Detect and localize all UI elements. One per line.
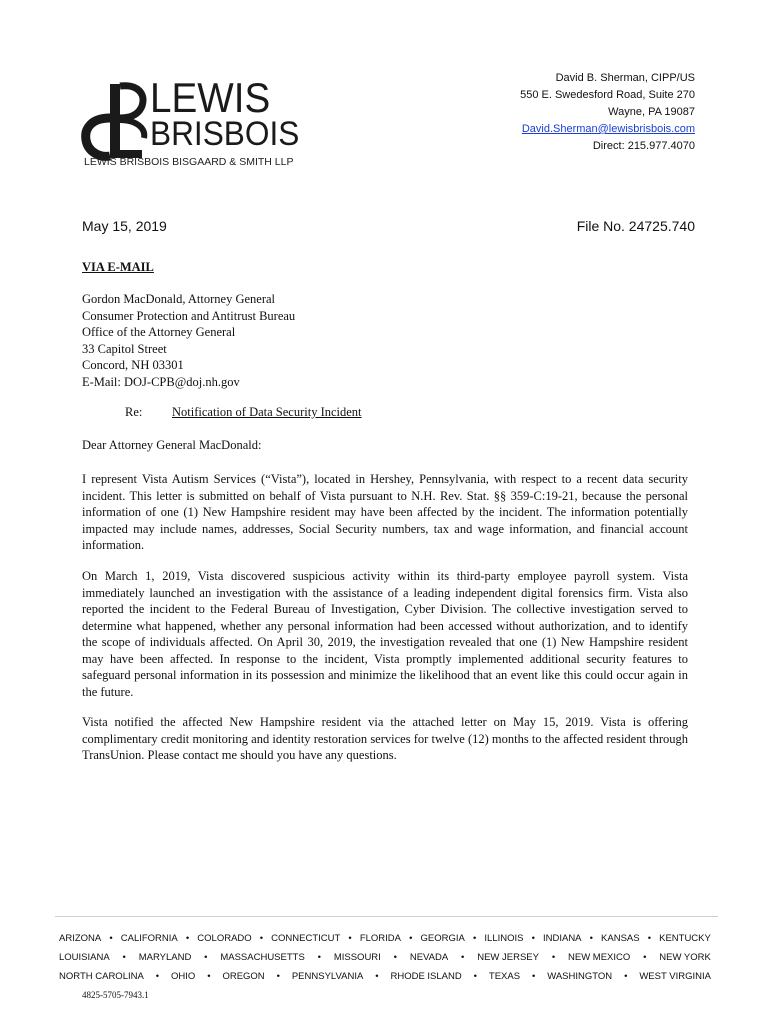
recipient-line: Office of the Attorney General <box>82 325 236 339</box>
separator-bullet: • <box>375 971 379 982</box>
office-locations-row <box>59 971 711 982</box>
office-state: PENNSYLVANIA <box>291 971 364 982</box>
sender-block <box>520 70 695 155</box>
office-state: NEW JERSEY <box>477 952 539 963</box>
recipient-address <box>82 291 295 390</box>
office-state: ILLINOIS <box>484 933 524 944</box>
office-state: NEW MEXICO <box>568 952 631 963</box>
office-state: INDIANA <box>542 933 582 944</box>
separator-bullet: • <box>531 971 536 982</box>
separator-bullet: • <box>109 933 113 944</box>
office-state: FLORIDA <box>359 933 402 944</box>
separator-bullet: • <box>276 971 280 982</box>
office-locations-row <box>59 952 711 963</box>
separator-bullet: • <box>624 971 628 982</box>
delivery-method: VIA E-MAIL <box>82 260 154 274</box>
office-state: ARIZONA <box>59 933 102 944</box>
separator-bullet: • <box>473 971 477 982</box>
sender-name: David B. Sherman, CIPP/US <box>555 72 695 84</box>
office-state: LOUISIANA <box>59 952 110 963</box>
firm-name: LEWIS BRISBOIS BISGAARD & SMITH LLP <box>84 156 294 168</box>
office-state: MASSACHUSETTS <box>220 952 305 963</box>
lewis-brisbois-logo <box>80 74 320 173</box>
separator-bullet: • <box>207 971 211 982</box>
body-paragraph: I represent Vista Autism Services (“Vista”), located in Hershey, Pennsylvania, with respect to a recent data security incident. This letter is submitted on behalf of Vista pursuant to N.H. Rev. Stat. §§ 359-C:19-21, because the personal information of one (1) New Hampshire resident may have been affected by the incident. The information potentially impacted may include names, addresses, Social Security numbers, tax and wage information, and financial account information. <box>82 472 688 552</box>
office-state: MISSOURI <box>333 952 381 963</box>
office-state: COLORADO <box>197 933 252 944</box>
sender-city: Wayne, PA 19087 <box>608 106 695 118</box>
recipient-line: 33 Capitol Street <box>82 341 167 356</box>
office-state: OREGON <box>222 971 265 982</box>
recipient-line: Concord, NH 03301 <box>82 358 184 372</box>
office-state: NEW YORK <box>659 952 711 963</box>
office-state: GEORGIA <box>420 933 465 944</box>
office-state: TEXAS <box>488 971 521 982</box>
sender-email-link[interactable]: David.Sherman@lewisbrisbois.com <box>521 123 695 135</box>
office-state: KANSAS <box>601 933 640 944</box>
footer-divider <box>55 916 718 917</box>
recipient-line: E-Mail: DOJ-CPB@doj.nh.gov <box>82 374 240 389</box>
separator-bullet: • <box>589 933 593 944</box>
separator-bullet: • <box>472 933 477 944</box>
sender-street: 550 E. Swedesford Road, Suite 270 <box>520 89 695 101</box>
recipient-line: Gordon MacDonald, Attorney General <box>82 292 275 306</box>
logo-word-brisbois: BRISBOIS <box>150 115 300 153</box>
office-state: CALIFORNIA <box>120 933 178 944</box>
file-number: File No. 24725.740 <box>576 218 695 234</box>
separator-bullet: • <box>185 933 190 944</box>
office-state: WEST VIRGINIA <box>639 971 711 982</box>
body-paragraph: On March 1, 2019, Vista discovered suspicious activity within its third-party employee payroll system. Vista immediately launched an investigation with the assistance of a leading independent digital forensics firm. Vista also reported the incident to the Federal Bureau of Investigation, Cyber Division. The collective investigation served to determine what happened, whether any personal information had been accessed without authorization, and to identify the scope of individuals affected. On April 30, 2019, the investigation revealed that one (1) New Hampshire resident may have been affected. In response to the incident, Vista promptly implemented additional security features to safeguard personal information in its possession and minimize the likelihood that an event like this could occur again in the future. <box>82 569 688 699</box>
separator-bullet: • <box>643 952 647 963</box>
salutation: Dear Attorney General MacDonald: <box>82 438 262 452</box>
lb-monogram-icon <box>80 80 156 162</box>
separator-bullet: • <box>409 933 413 944</box>
separator-bullet: • <box>317 952 321 963</box>
office-state: OHIO <box>170 971 196 982</box>
separator-bullet: • <box>155 971 160 982</box>
office-state: CONNECTICUT <box>271 933 341 944</box>
separator-bullet: • <box>204 952 208 963</box>
body-paragraph: Vista notified the affected New Hampshire resident via the attached letter on May 15, 2019. Vista is offering complimentary credit monitoring and identity restoration services for twelve (12) months to the affected resident through TransUnion. Please contact me should you have any questions. <box>82 715 688 762</box>
separator-bullet: • <box>531 933 535 944</box>
separator-bullet: • <box>647 933 652 944</box>
office-state: MARYLAND <box>138 952 192 963</box>
separator-bullet: • <box>259 933 264 944</box>
sender-direct: Direct: 215.977.4070 <box>592 140 695 152</box>
separator-bullet: • <box>122 952 126 963</box>
re-label: Re: <box>125 405 143 419</box>
office-locations-row <box>59 933 711 944</box>
re-subject: Notification of Data Security Incident <box>172 405 362 419</box>
office-state: NEVADA <box>409 952 449 963</box>
logo-word-lewis: LEWIS <box>150 74 271 121</box>
separator-bullet: • <box>393 952 397 963</box>
document-number: 4825-5705-7943.1 <box>82 990 149 1000</box>
office-state: RHODE ISLAND <box>390 971 462 982</box>
letter-date: May 15, 2019 <box>82 218 167 234</box>
office-state: NORTH CAROLINA <box>59 971 144 982</box>
separator-bullet: • <box>461 952 465 963</box>
office-state: KENTUCKY <box>659 933 711 944</box>
separator-bullet: • <box>551 952 556 963</box>
separator-bullet: • <box>348 933 352 944</box>
recipient-line: Consumer Protection and Antitrust Bureau <box>82 308 296 323</box>
office-state: WASHINGTON <box>547 971 613 982</box>
